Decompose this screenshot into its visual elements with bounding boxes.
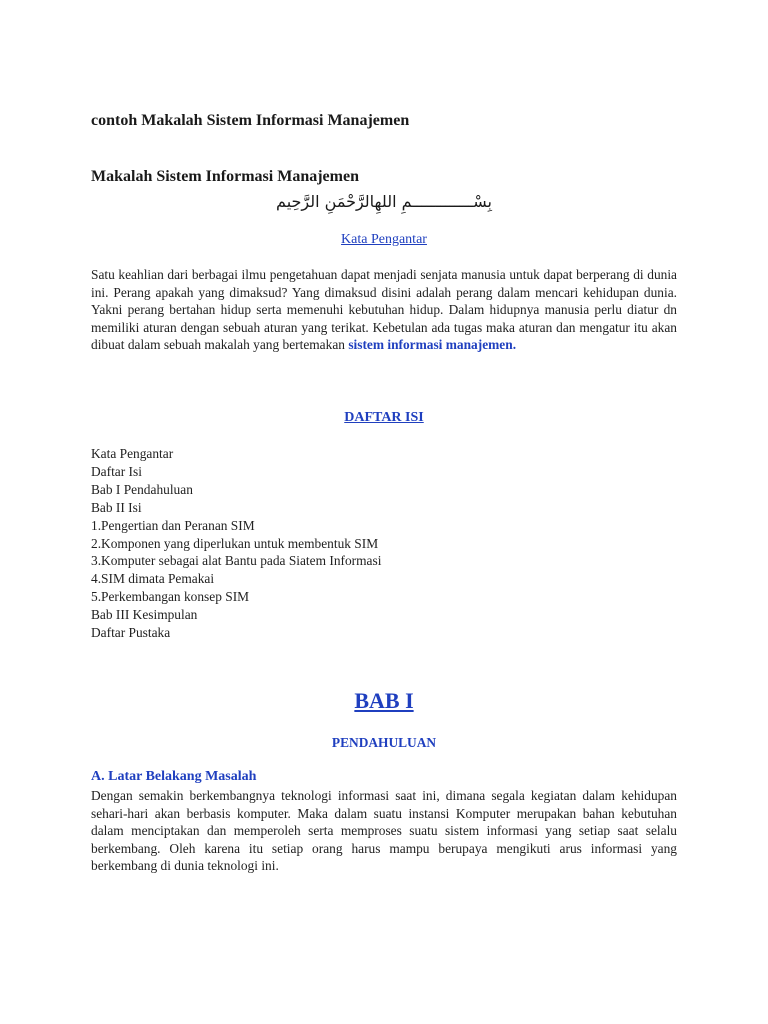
pendahuluan-heading: PENDAHULUAN	[331, 735, 437, 750]
toc-item: 4.SIM dimata Pemakai	[91, 571, 215, 587]
daftar-isi-link[interactable]: DAFTAR ISI	[344, 410, 424, 425]
section-a-paragraph: Dengan semakin berkembangnya teknologi informasi saat ini, dimana segala kegiatan dalam kehidupan sehari-hari akan berbasis komputer. Maka dalam suatu instansi Komputer merupakan bahan kebutuhan dalam menciptakan dan memperoleh serta memproses suatu sistem informasi yang setiap saat selalu berkembang. Oleh karena itu setiap orang harus mampu berupaya mengikuti arus informasi yang berkembang di dunia teknologi ini.	[91, 788, 677, 874]
toc-item: Daftar Pustaka	[91, 625, 171, 641]
document-subtitle: Makalah Sistem Informasi Manajemen	[91, 168, 359, 185]
table-of-contents	[91, 445, 381, 642]
intro-paragraph-text: Satu keahlian dari berbagai ilmu pengetahuan dapat menjadi senjata manusia untuk dapat berperang di dunia ini. Perang apakah yang dimaksud? Yang dimaksud disini adalah perang dalam mencari kehidupan dunia. Yakni perang bertahan hidup serta memenuhi kebutuhan hidup. Dalam hidupnya manusia perlu diatur dn memiliki aturan dengan sebuah aturan yang terikat. Kebetulan ada tugas maka aturan dan mengatur itu akan dibuat dalam sebuah makalah yang bertemakan	[91, 267, 677, 353]
document-title: contoh Makalah Sistem Informasi Manajemen	[91, 112, 410, 129]
section-a-heading: A. Latar Belakang Masalah	[91, 769, 257, 784]
toc-item: Bab III Kesimpulan	[91, 607, 198, 623]
basmala-text: بِسْـــــــــــــمِ اللهِالرَّحْمَنِ الرَّحِيم	[276, 192, 492, 211]
kata-pengantar-link[interactable]: Kata Pengantar	[341, 232, 427, 247]
toc-item: Kata Pengantar	[91, 446, 174, 461]
toc-item: 2.Komponen yang diperlukan untuk membentuk SIM	[91, 535, 379, 551]
toc-item: Bab I Pendahuluan	[91, 481, 193, 497]
sistem-informasi-link[interactable]: sistem informasi manajemen.	[348, 337, 517, 353]
toc-item: 3.Komputer sebagai alat Bantu pada Siatem Informasi	[91, 553, 382, 569]
bab-i-heading-link[interactable]: BAB I	[354, 688, 414, 713]
intro-paragraph	[91, 266, 677, 354]
toc-item: Bab II Isi	[91, 499, 142, 515]
toc-item: Daftar Isi	[91, 463, 142, 479]
toc-item: 5.Perkembangan konsep SIM	[91, 589, 250, 605]
toc-item: 1.Pengertian dan Peranan SIM	[91, 517, 255, 533]
